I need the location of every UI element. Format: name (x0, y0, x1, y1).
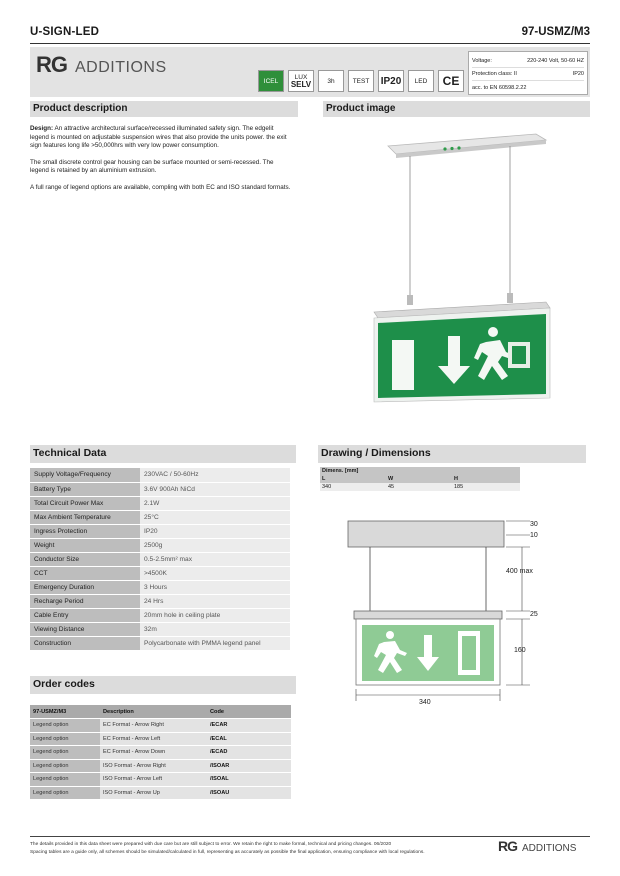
technical-row (30, 608, 290, 622)
technical-key: Total Circuit Power Max (30, 496, 140, 510)
order-code: /ISOAR (207, 759, 291, 773)
order-row (30, 773, 291, 787)
order-option: Legend option (30, 773, 100, 787)
dim-25-label: 25 (530, 611, 538, 618)
ip20-icon: IP20 (378, 70, 404, 92)
dims-val-l: 340 (320, 483, 386, 491)
technical-value: 0.5-2.5mm² max (140, 552, 290, 566)
order-description: EC Format - Arrow Down (100, 746, 207, 760)
order-code: /ECAR (207, 719, 291, 733)
order-description: EC Format - Arrow Right (100, 719, 207, 733)
order-codes-table (30, 705, 291, 800)
test-icon: TEST (348, 70, 374, 92)
ce-icon: CE (438, 70, 464, 92)
technical-row (30, 566, 290, 580)
order-option: Legend option (30, 719, 100, 733)
order-header-row (30, 705, 291, 719)
dim-160-label: 160 (514, 647, 526, 654)
dims-val-h: 185 (452, 483, 520, 491)
footer-line-1: The details provided in this data sheet were prepared with due care but are still subject to error. We retain the right to make formal, technical and pricing changes. 06/2020 (30, 842, 392, 847)
dimensions-table (320, 467, 520, 491)
technical-row (30, 468, 290, 482)
order-row (30, 746, 291, 760)
technical-value: 230VAC / 50-60Hz (140, 468, 290, 482)
certification-icons (258, 70, 464, 92)
technical-value: 20mm hole in ceiling plate (140, 608, 290, 622)
footer-logo-additions: ADDITIONS (522, 843, 577, 854)
lux-icon: LUX SELV (288, 70, 314, 92)
order-description: ISO Format - Arrow Left (100, 773, 207, 787)
technical-value: 32m (140, 622, 290, 636)
product-code: 97-USMZ/M3 (521, 26, 590, 38)
dim-340-label: 340 (419, 699, 431, 706)
3h-icon: 3h (318, 70, 344, 92)
order-code: /ISOAU (207, 786, 291, 800)
technical-key: Emergency Duration (30, 580, 140, 594)
description-body (30, 125, 292, 193)
electrical-spec-box (468, 51, 588, 95)
dimension-drawing (340, 515, 550, 710)
order-codes-heading: Order codes (30, 676, 296, 694)
dim-30-label: 30 (530, 521, 538, 528)
footer-divider (30, 836, 590, 837)
brand-logo (36, 52, 167, 78)
technical-row (30, 636, 290, 650)
technical-row (30, 482, 290, 496)
dims-val-w: 45 (386, 483, 452, 491)
technical-value: 2.1W (140, 496, 290, 510)
order-row (30, 786, 291, 800)
technical-heading: Technical Data (30, 445, 296, 463)
order-row (30, 759, 291, 773)
product-name: U-SIGN-LED (30, 26, 100, 38)
order-code: /ISOAL (207, 773, 291, 787)
led-icon: LED (408, 70, 434, 92)
footer-disclaimer (30, 841, 500, 857)
dims-col-l: L (320, 475, 386, 483)
technical-row (30, 594, 290, 608)
spec-row: acc. to EN 60598.2.22 (472, 84, 527, 91)
technical-key: Viewing Distance (30, 622, 140, 636)
technical-value: 25°C (140, 510, 290, 524)
technical-row (30, 552, 290, 566)
technical-row (30, 580, 290, 594)
logo-rg: RG (36, 52, 67, 77)
order-description: ISO Format - Arrow Right (100, 759, 207, 773)
technical-value: IP20 (140, 524, 290, 538)
dims-header: Dimens. [mm] (320, 467, 520, 475)
dims-col-w: W (386, 475, 452, 483)
technical-row (30, 496, 290, 510)
technical-table (30, 468, 290, 651)
description-heading: Product description (30, 101, 298, 117)
technical-key: Conductor Size (30, 552, 140, 566)
product-photo (360, 130, 560, 410)
technical-row (30, 622, 290, 636)
technical-key: Weight (30, 538, 140, 552)
technical-key: Max Ambient Temperature (30, 510, 140, 524)
order-description: EC Format - Arrow Left (100, 732, 207, 746)
spec-row: Protection class: II IP20 (472, 68, 584, 81)
dim-400-label: 400 max (506, 568, 533, 575)
order-description: ISO Format - Arrow Up (100, 786, 207, 800)
order-col-description: Description (100, 705, 207, 719)
technical-key: Supply Voltage/Frequency (30, 468, 140, 482)
order-option: Legend option (30, 759, 100, 773)
technical-key: Ingress Protection (30, 524, 140, 538)
footer-logo (498, 838, 576, 854)
technical-value: 24 Hrs (140, 594, 290, 608)
technical-key: Battery Type (30, 482, 140, 496)
footer-line-2: Spacing tables are a guide only, all schemes should be simulated/calculated in full, representing as accurately as possible the final application, ensuring compliance with local regulations. (30, 850, 425, 855)
order-row (30, 719, 291, 733)
technical-value: Polycarbonate with PMMA legend panel (140, 636, 290, 650)
dim-10-label: 10 (530, 532, 538, 539)
drawing-heading: Drawing / Dimensions (318, 445, 586, 463)
technical-key: Construction (30, 636, 140, 650)
order-col-code: Code (207, 705, 291, 719)
technical-row (30, 510, 290, 524)
technical-value: >4500K (140, 566, 290, 580)
technical-key: Cable Entry (30, 608, 140, 622)
order-code: /ECAD (207, 746, 291, 760)
description-p1: Design: An attractive architectural surface/recessed illuminated safety sign. The edgelit legend is mounted on adjustable suspension wires that also provide the units power. the exit sign features long life >50,000hrs with very low power consumption. (30, 125, 287, 150)
technical-row (30, 538, 290, 552)
order-code: /ECAL (207, 732, 291, 746)
logo-additions: ADDITIONS (75, 59, 167, 76)
order-col-model: 97-USMZ/M3 (30, 705, 100, 719)
order-option: Legend option (30, 732, 100, 746)
description-p2: The small discrete control gear housing can be surface mounted or semi-recessed. The legend is retained by an aluminium extrusion. (30, 158, 274, 175)
technical-value: 2500g (140, 538, 290, 552)
icel-icon: ICEL (258, 70, 284, 92)
order-option: Legend option (30, 786, 100, 800)
product-image-heading: Product image (323, 101, 590, 117)
description-p3: A full range of legend options are available, compling with both EC and ISO standard formats. (30, 183, 291, 191)
spec-row: Voltage: 220-240 Volt, 50-60 HZ (472, 55, 584, 68)
order-option: Legend option (30, 746, 100, 760)
technical-key: Recharge Period (30, 594, 140, 608)
technical-key: CCT (30, 566, 140, 580)
technical-value: 3 Hours (140, 580, 290, 594)
technical-row (30, 524, 290, 538)
order-row (30, 732, 291, 746)
header-divider (30, 43, 590, 44)
technical-value: 3.6V 900Ah NiCd (140, 482, 290, 496)
footer-logo-rg: RG (498, 838, 517, 854)
dims-col-h: H (452, 475, 520, 483)
